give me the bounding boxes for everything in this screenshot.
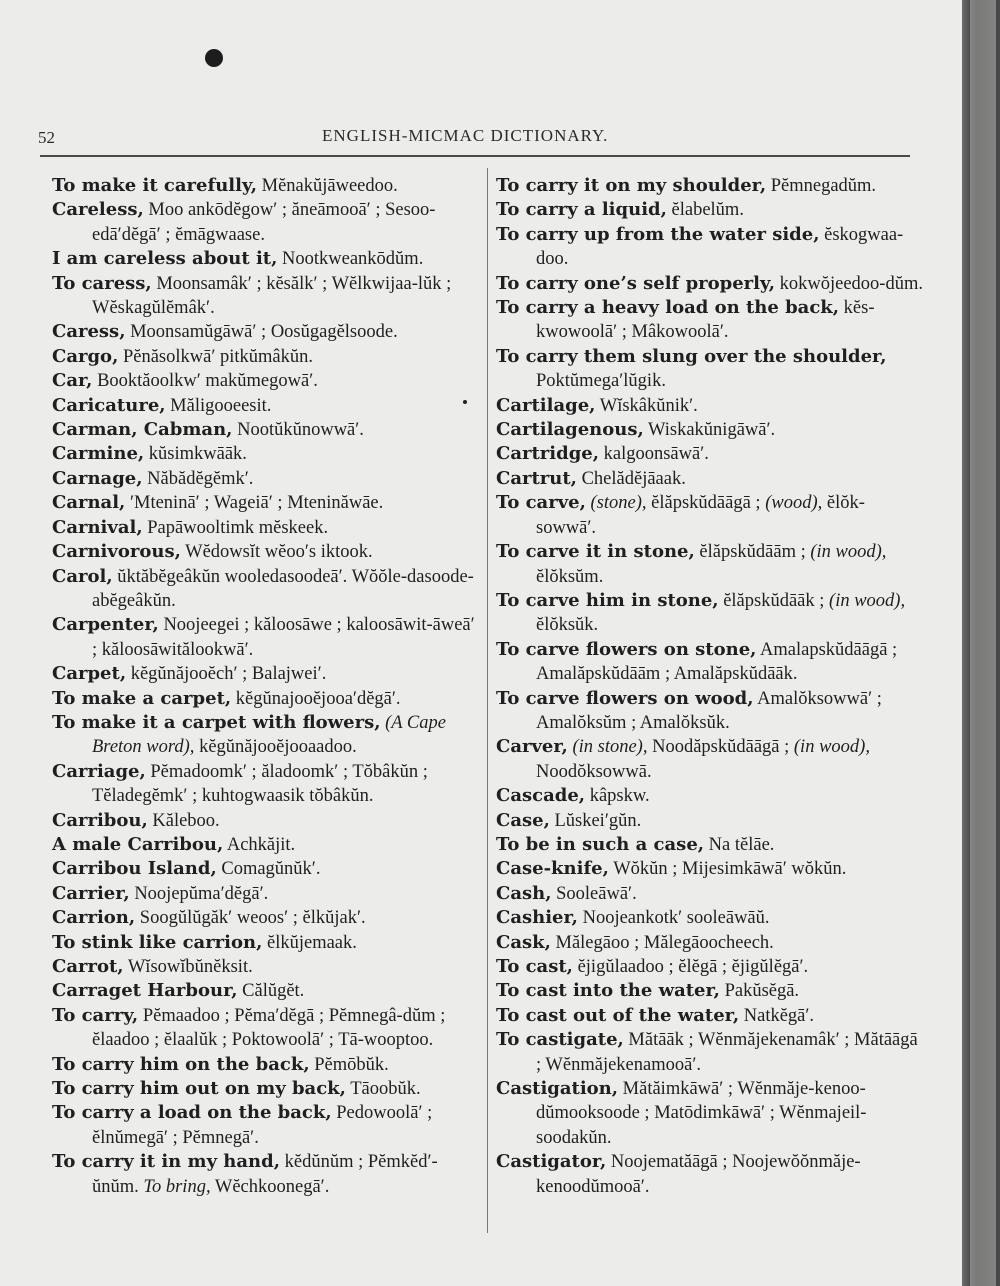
dictionary-entry [52, 613, 484, 662]
entry-definition: Nootŭkŭnowwā′. [232, 420, 364, 441]
entry-definition: ĕlŏk-sowwā′. [536, 493, 865, 538]
dictionary-entry [496, 223, 924, 272]
entry-definition: Mălegāoo ; Mălegāoocheech. [550, 932, 774, 953]
dictionary-entry [52, 320, 484, 344]
entry-headword: To carve, [496, 492, 586, 514]
entry-note: (in wood), [824, 590, 906, 611]
entry-definition: Papāwooltimk mĕskeek. [142, 517, 329, 538]
entry-headword: To make it a carpet with flowers, [52, 711, 381, 733]
running-title: ENGLISH-MICMAC DICTIONARY. [322, 126, 609, 145]
entry-headword: Cashier, [496, 907, 578, 929]
entry-headword: Carver, [496, 736, 568, 758]
dictionary-entry [496, 906, 924, 930]
entry-definition: Wiskakŭnigāwā′. [643, 420, 776, 441]
dictionary-entry [52, 345, 484, 369]
dictionary-entry [496, 687, 924, 736]
entry-headword: To castigate, [496, 1029, 624, 1051]
entry-definition: Pĕmadoomk′ ; ăladoomk′ ; Tŏbâkŭn ; Tĕladegĕmk′ ; kuhtogwaasik tŏbâkŭn. [92, 761, 428, 807]
entry-definition: Pedowoolā′ ; ĕlnŭmegā′ ; Pĕmnegā′. [92, 1103, 433, 1148]
entry-headword: Careless, [52, 199, 144, 221]
dictionary-entry [52, 394, 484, 418]
dictionary-entry [496, 467, 924, 491]
entry-definition: kokwŏjeedoo-dŭm. [775, 273, 923, 294]
entry-note: To bring, [138, 1176, 211, 1197]
entry-headword: Carrion, [52, 907, 136, 929]
entry-definition: Măligooeesit. [165, 395, 272, 416]
entry-definition: ŭktăbĕgeâkŭn wooledasoodeā′. Wŏŏle-dasoode-abĕgeâkŭn. [92, 566, 474, 611]
dictionary-entry [52, 418, 484, 442]
entry-headword: Car, [52, 370, 93, 392]
entry-definition: kĕs-kwowoolā′ ; Mâkowoolā′. [536, 298, 875, 343]
entry-headword: Carpet, [52, 663, 127, 685]
entry-definition: Mătăimkāwā′ ; Wĕnmăje-kenoo-dŭmooksoode ; Matōdimkāwā′ ; Wĕnmajeil-soodakŭn. [536, 1079, 867, 1148]
entry-headword: To carry, [52, 1004, 139, 1026]
dictionary-entry [496, 1150, 924, 1199]
dictionary-entry [52, 1004, 484, 1053]
entry-headword: Carriage, [52, 760, 146, 782]
dictionary-entry [52, 833, 484, 857]
entry-definition: Booktăoolkw′ makŭmegowā′. [92, 371, 318, 392]
dictionary-entry [496, 857, 924, 881]
dictionary-entry [496, 735, 924, 784]
entry-definition: Lŭskei′gŭn. [549, 810, 642, 831]
dictionary-entry [496, 198, 924, 222]
dictionary-entry [496, 882, 924, 906]
entry-definition: Poktŭmega′lŭgik. [536, 371, 666, 392]
entry-headword: Carmine, [52, 443, 145, 465]
dictionary-entry [496, 1028, 924, 1077]
dictionary-entry [496, 1077, 924, 1150]
dictionary-entry [496, 394, 924, 418]
entry-headword: To carry it on my shoulder, [496, 175, 767, 196]
entry-headword: A male Carribou, [52, 833, 224, 855]
entry-headword: To carve flowers on wood, [496, 687, 754, 709]
dictionary-entry [52, 467, 484, 491]
entry-headword: Cartilage, [496, 394, 596, 416]
entry-definition: Wŏkŭn ; Mijesimkāwā′ wŏkŭn. [608, 859, 847, 880]
dictionary-entry [496, 418, 924, 442]
right-column [496, 174, 924, 1199]
entry-headword: To stink like carrion, [52, 931, 263, 953]
dictionary-entry [52, 1101, 484, 1150]
entry-definition: Noojeegei ; kăloosāwe ; kaloosāwit-āweā′ ; kăloosāwitălookwā′. [92, 615, 475, 660]
entry-note: (wood), [760, 493, 823, 514]
entry-definition: Wĭsowĭbŭnĕksit. [123, 957, 253, 977]
column-divider [487, 168, 488, 1233]
entry-headword: Caress, [52, 321, 126, 343]
entry-definition: kâpskw. [585, 786, 650, 807]
entry-headword: Carnage, [52, 467, 143, 489]
dictionary-entry [52, 662, 484, 686]
entry-definition: Amalŏksowwā′ ; Amalŏksŭm ; Amalŏksŭk. [536, 688, 882, 733]
entry-definition: kŭsimkwāāk. [144, 444, 247, 465]
entry-headword: To carry them slung over the shoulder, [496, 345, 887, 367]
dictionary-entry [496, 1004, 924, 1028]
entry-headword: Cascade, [496, 785, 586, 807]
dictionary-entry [52, 760, 484, 809]
entry-headword: To carry him out on my back, [52, 1078, 346, 1100]
entry-headword: Cartridge, [496, 443, 599, 465]
entry-headword: Castigator, [496, 1151, 607, 1173]
entry-definition: ′Mteninā′ ; Wageiā′ ; Mteninăwāe. [125, 493, 384, 514]
page-edge [962, 0, 1000, 1286]
entry-definition: Sooleāwā′. [551, 883, 637, 904]
dictionary-entry [52, 1053, 484, 1077]
entry-headword: To cast out of the water, [496, 1004, 740, 1026]
dictionary-entry [52, 442, 484, 466]
entry-definition: Na tĕlāe. [704, 834, 775, 855]
dictionary-entry [496, 296, 924, 345]
entry-headword: Carraget Harbour, [52, 980, 238, 1002]
entry-headword: To make a carpet, [52, 687, 232, 709]
entry-definition: Pĕmnegadŭm. [766, 176, 877, 196]
entry-definition: Chelădĕjāaak. [576, 468, 686, 489]
entry-definition: Moo ankōdĕgow′ ; ăneāmooā′ ; Sesoo-edā′dĕgā′ ; ĕmāgwaase. [92, 200, 436, 245]
entry-headword: Case, [496, 809, 550, 831]
entry-definition: kĕdŭnŭm ; Pĕmkĕd′-ŭnŭm. [92, 1152, 438, 1197]
entry-definition: Pĕmōbŭk. [309, 1054, 389, 1075]
entry-definition: ĕlăpskŭdāāk ; [718, 590, 825, 611]
dictionary-entry [496, 272, 924, 296]
entry-definition: Kăleboo. [147, 810, 220, 831]
dictionary-entry [52, 369, 484, 393]
entry-definition: Noojeankotk′ sooleāwāŭ. [577, 908, 770, 929]
entry-definition: ĕlkŭjemaak. [262, 932, 357, 953]
entry-definition: ĕlabelŭm. [666, 200, 744, 221]
entry-definition: Moonsamâk′ ; kĕsălk′ ; Wĕlkwijaa-lŭk ; Wĕskagŭlĕmâk′. [92, 273, 452, 319]
entry-definition: Mĕnakŭjāweedoo. [257, 176, 398, 196]
entry-headword: To cast into the water, [496, 980, 720, 1002]
dictionary-entry [52, 687, 484, 711]
left-column [52, 174, 484, 1199]
entry-definition: kalgoonsāwā′. [599, 444, 709, 465]
entry-headword: Carrot, [52, 956, 124, 977]
entry-headword: Carol, [52, 565, 113, 587]
entry-headword: To carve him in stone, [496, 589, 719, 611]
dictionary-entry [52, 565, 484, 614]
entry-definition: Wĭskâkŭnik′. [595, 395, 698, 416]
entry-note: (in stone), [567, 737, 648, 758]
entry-definition: Noojematăāgā ; Noojewŏŏnmăje-kenoodŭmooā′. [536, 1152, 861, 1197]
entry-headword: Carnival, [52, 516, 143, 538]
page-number: 52 [38, 128, 55, 147]
entry-definition: Nootkweankōdŭm. [277, 249, 424, 270]
entry-headword: To cast, [496, 956, 573, 977]
entry-note: (stone), [585, 493, 647, 514]
dictionary-entry [52, 711, 484, 760]
entry-definition: Noodŏksowwā. [536, 761, 652, 782]
dictionary-entry [496, 638, 924, 687]
entry-definition: ĕlăpskŭdāām ; [694, 542, 806, 563]
entry-note: (A Cape Breton word), [92, 712, 446, 758]
entry-headword: To make it carefully, [52, 175, 257, 196]
entry-definition: Comagŭnŭk′. [216, 859, 321, 880]
entry-definition: Natkĕgā′. [739, 1005, 815, 1026]
dictionary-entry [52, 198, 484, 247]
dictionary-entry [52, 1150, 484, 1199]
entry-headword: Carribou, [52, 809, 148, 831]
dictionary-entry [496, 174, 924, 198]
entry-definition: ĕlŏksŭk. [536, 615, 599, 636]
entry-headword: Caricature, [52, 394, 166, 416]
entry-headword: To carve it in stone, [496, 541, 695, 563]
dictionary-entry [52, 857, 484, 881]
entry-headword: Carpenter, [52, 614, 159, 636]
entry-headword: Carman, Cabman, [52, 419, 233, 441]
dictionary-entry [496, 491, 924, 540]
entry-definition: Năbădĕgĕmk′. [142, 468, 254, 489]
entry-definition: kĕgŭnăjooĕjooaadoo. [194, 737, 357, 758]
dictionary-entry [496, 784, 924, 808]
entry-headword: Cartilagenous, [496, 419, 644, 441]
entry-headword: Carnivorous, [52, 541, 181, 563]
dictionary-entry [52, 979, 484, 1003]
entry-headword: Cargo, [52, 345, 119, 367]
entry-definition: Noojepŭma′dĕgā′. [129, 883, 269, 904]
entry-definition: Moonsamŭgāwā′ ; Oosŭgagĕlsoode. [125, 322, 398, 343]
entry-headword: Cask, [496, 931, 551, 953]
dictionary-entry [496, 540, 924, 589]
dictionary-entry [52, 809, 484, 833]
entry-headword: To carve flowers on stone, [496, 638, 757, 660]
dictionary-entry [52, 931, 484, 955]
entry-definition: Mătāāk ; Wĕnmăjekenamâk′ ; Mătāāgā ; Wĕnmăjekenamooā′. [536, 1030, 918, 1075]
entry-headword: Case-knife, [496, 858, 609, 880]
dictionary-entry [52, 906, 484, 930]
entry-definition: Pĕnăsolkwā′ pitkŭmâkŭn. [118, 346, 314, 367]
dictionary-entry [496, 979, 924, 1003]
entry-definition: ĕjigŭlaadoo ; ĕlĕgā ; ĕjigŭlĕgā′. [572, 957, 809, 977]
entry-headword: To carry a heavy load on the back, [496, 297, 840, 319]
dictionary-entry [496, 931, 924, 955]
dictionary-entry [496, 833, 924, 857]
entry-headword: Carribou Island, [52, 858, 217, 880]
entry-headword: To caress, [52, 272, 152, 294]
dictionary-entry [52, 491, 484, 515]
entry-definition: ĕlăpskŭdāāgā ; [646, 493, 761, 514]
header-rule [40, 155, 910, 157]
entry-definition: Pakŭsĕgā. [719, 981, 800, 1002]
entry-definition: Pĕmaadoo ; Pĕma′dĕgā ; Pĕmnegâ-dŭm ; ĕlaadoo ; ĕlaalŭk ; Poktowoolā′ ; Tā-wooptoo. [92, 1005, 446, 1051]
entry-headword: Carrier, [52, 882, 130, 904]
dictionary-entry [52, 882, 484, 906]
entry-note: (in wood), [789, 737, 870, 758]
binding-hole [205, 49, 223, 67]
entry-headword: Carnal, [52, 492, 126, 514]
entry-headword: To carry a liquid, [496, 199, 667, 221]
entry-headword: To carry one’s self properly, [496, 272, 775, 294]
entry-headword: I am careless about it, [52, 248, 278, 270]
dictionary-entry [52, 247, 484, 271]
dictionary-entry [52, 955, 484, 979]
entry-headword: To carry a load on the back, [52, 1102, 332, 1124]
entry-headword: To be in such a case, [496, 833, 705, 855]
dictionary-entry [52, 174, 484, 198]
entry-definition: Wĕdowsĭt wĕoo′s iktook. [180, 542, 373, 563]
entry-definition: ĕlŏksŭm. [536, 566, 604, 587]
entry-headword: To carry him on the back, [52, 1053, 310, 1075]
entry-headword: Cash, [496, 882, 552, 904]
entry-headword: To carry it in my hand, [52, 1151, 280, 1173]
dictionary-entry [496, 955, 924, 979]
entry-definition: Wĕchkoonegā′. [210, 1176, 330, 1197]
entry-definition: kĕgŭnăjooĕch′ ; Balajwei′. [126, 664, 327, 685]
entry-headword: Cartrut, [496, 467, 577, 489]
entry-headword: Castigation, [496, 1078, 619, 1100]
dictionary-entry [496, 589, 924, 638]
dictionary-entry [52, 1077, 484, 1101]
dictionary-entry [496, 442, 924, 466]
dictionary-entry [52, 516, 484, 540]
dictionary-entry [52, 272, 484, 321]
entry-definition: Tāoobŭk. [345, 1079, 421, 1100]
entry-definition: Noodăpskŭdāāgā ; [647, 737, 790, 758]
dictionary-entry [496, 345, 924, 394]
entry-definition: Călŭgĕt. [237, 981, 305, 1002]
entry-definition: Achkăjit. [223, 834, 296, 855]
entry-definition: Soogŭlŭgăk′ weoos′ ; ĕlkŭjak′. [135, 908, 366, 929]
dictionary-entry [52, 540, 484, 564]
entry-definition: ĕskogwaa-doo. [536, 224, 904, 270]
dictionary-entry [496, 809, 924, 833]
entry-note: (in wood), [805, 542, 887, 563]
entry-headword: To carry up from the water side, [496, 223, 820, 245]
entry-definition: kĕgŭnajooĕjooa′dĕgā′. [231, 688, 401, 709]
entry-definition: Amalapskŭdāāgā ; Amalăpskŭdāām ; Amalăpskŭdāāk. [536, 639, 898, 685]
